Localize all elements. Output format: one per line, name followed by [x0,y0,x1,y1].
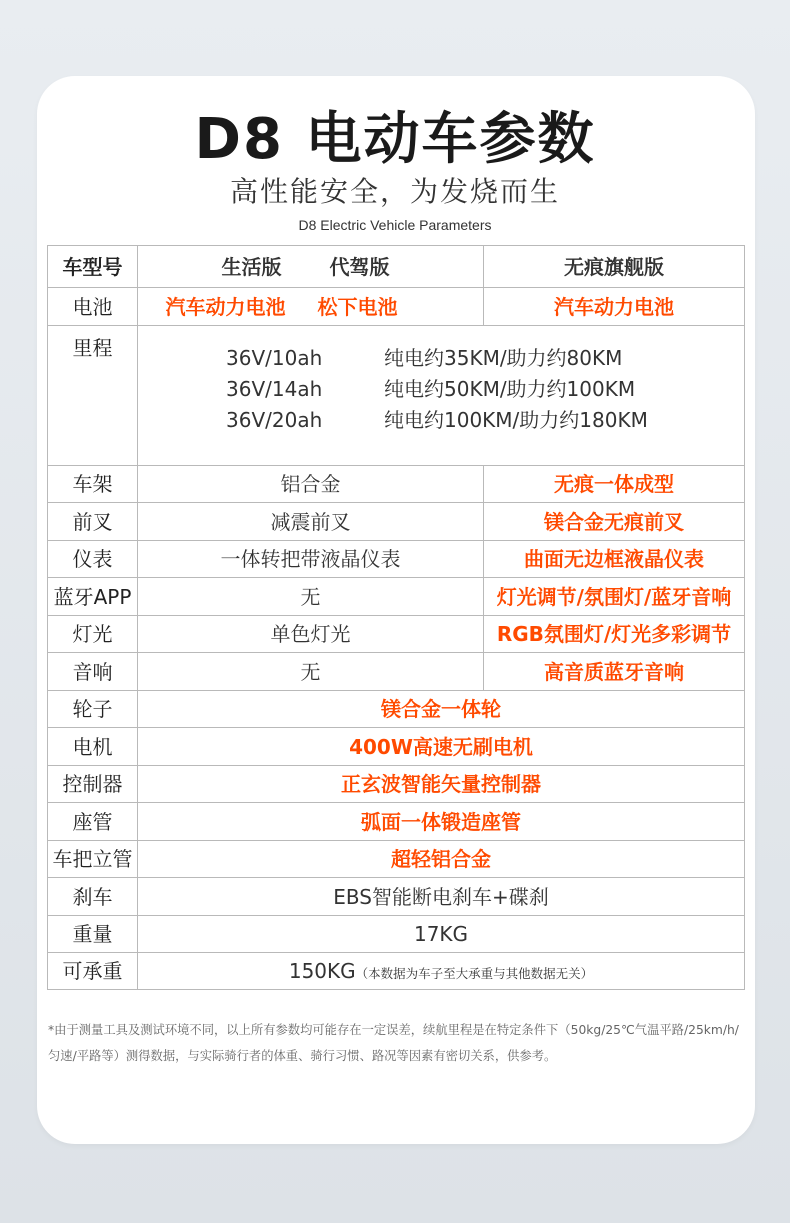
table-row-header [48,246,745,288]
frame-premium: 无痕一体成型 [484,466,745,503]
load-label: 可承重 [48,953,138,990]
fork-premium: 镁合金无痕前叉 [484,503,745,541]
wheel-label: 轮子 [48,691,138,728]
table-row-handlebar [48,841,745,878]
audio-std: 无 [138,653,484,691]
page-title: D8 电动车参数 [194,107,596,172]
load-note: （本数据为车子至大承重与其他数据无关） [355,966,594,981]
battery-driver: 松下电池 [286,288,484,326]
seatpost-value: 弧面一体锻造座管 [138,803,745,841]
table-row-seatpost [48,803,745,841]
table-row-weight [48,916,745,953]
light-std: 单色灯光 [138,616,484,653]
weight-label: 重量 [48,916,138,953]
header-label: 车型号 [48,246,138,288]
table-row-fork [48,503,745,541]
range-spec-3: 36V/20ah [226,408,323,432]
bluetooth-label: 蓝牙APP [48,578,138,616]
light-premium: RGB氛围灯/灯光多彩调节 [484,616,745,653]
handlebar-label: 车把立管 [48,841,138,878]
bluetooth-std: 无 [138,578,484,616]
table-row-range [48,326,745,466]
load-value: 150KG [288,959,356,983]
weight-value: 17KG [138,916,745,953]
dashboard-std: 一体转把带液晶仪表 [138,541,484,578]
motor-label: 电机 [48,728,138,766]
motor-value: 400W高速无刷电机 [138,728,745,766]
table-row-frame [48,466,745,503]
battery-life: 汽车动力电池 [138,288,286,326]
range-label: 里程 [48,326,138,466]
header-col-flagship: 无痕旗舰版 [484,246,745,288]
table-row-brake [48,878,745,916]
controller-label: 控制器 [48,766,138,803]
audio-premium: 高音质蓝牙音响 [484,653,745,691]
spec-table [47,245,745,990]
fork-std: 减震前叉 [138,503,484,541]
controller-value: 正玄波智能矢量控制器 [138,766,745,803]
header-col-driver: 代驾版 [286,246,484,288]
wheel-value: 镁合金一体轮 [138,691,745,728]
table-row-dashboard [48,541,745,578]
fork-label: 前叉 [48,503,138,541]
audio-label: 音响 [48,653,138,691]
range-spec-1: 36V/10ah [226,346,323,370]
brake-label: 刹车 [48,878,138,916]
table-row-motor [48,728,745,766]
handlebar-value: 超轻铝合金 [138,841,745,878]
battery-label: 电池 [48,288,138,326]
table-row-audio [48,653,745,691]
brake-value: EBS智能断电刹车+碟刹 [138,878,745,916]
seatpost-label: 座管 [48,803,138,841]
frame-label: 车架 [48,466,138,503]
range-value-2: 纯电约50KM/助力约100KM [384,377,636,401]
frame-std: 铝合金 [138,466,484,503]
dashboard-label: 仪表 [48,541,138,578]
range-spec-2: 36V/14ah [226,377,323,401]
table-row-battery [48,288,745,326]
page-subtitle: 高性能安全，为发烧而生 [229,175,560,208]
range-value-3: 纯电约100KM/助力约180KM [384,408,648,432]
bluetooth-premium: 灯光调节/氛围灯/蓝牙音响 [484,578,745,616]
range-cell [138,326,745,466]
table-row-load [48,953,745,990]
dashboard-premium: 曲面无边框液晶仪表 [484,541,745,578]
light-label: 灯光 [48,616,138,653]
page-subtitle-en: D8 Electric Vehicle Parameters [298,217,492,233]
table-row-wheel [48,691,745,728]
table-row-controller [48,766,745,803]
load-cell [138,953,745,990]
table-row-light [48,616,745,653]
footnote: *由于测量工具及测试环境不同，以上所有参数均可能存在一定误差，续航里程是在特定条件下（50kg/25℃气温平路/25km/h/匀速/平路等）测得数据，与实际骑行者的体重、骑行习惯、路况等因素有密切关系，供参考。 [48,1023,739,1063]
table-row-bluetooth [48,578,745,616]
battery-flagship: 汽车动力电池 [484,288,745,326]
header-col-life: 生活版 [138,246,286,288]
range-value-1: 纯电约35KM/助力约80KM [384,346,623,370]
